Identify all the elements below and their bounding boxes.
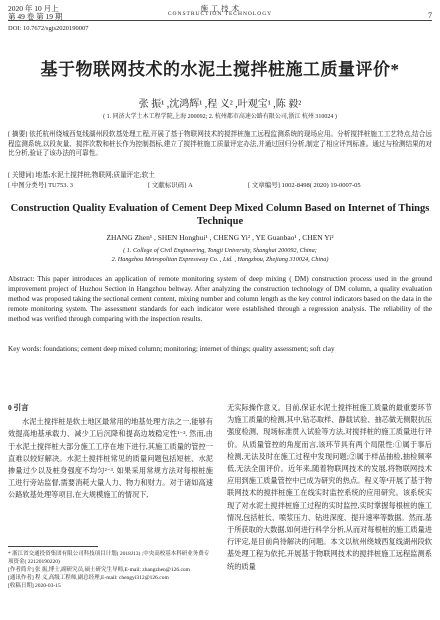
header-journal-cn: 施 工 技 术: [200, 4, 240, 13]
body-paragraph-left: 水泥土搅拌桩是软土地区最常用的地基处理方法之一,能够有效提高地基承载力、减少工后沉降和提高边坡稳定性¹⁻². 然而,由于水泥土搅拌桩大部分施工工序在地下进行,其施工质量的管控一直难以较好解决。水泥土搅拌桩常见的质量问题包括短桩、水泥掺量过少以及桩身强度不均匀²⁻³. 如果采用常规方法对每根桩施工进行旁站监督,需要消耗大量人力、物力和财力。对于诸如高速公路软基处理等项目,在大规模施工的情况下,: [8, 418, 213, 500]
abstract-cn: [ 摘要] 依托杭州绕城西复线湖州段软基处理工程,开展了基于物联网技术的搅拌桩施工远程监测系统的现场应用。分析搅拌桩施工工艺特点,结合远程监测系统,以段灰量、搅拌次数和桩长作为控制指标,建立了搅拌桩施工质量评定办法,并通过回归分析,制定了相应评判标准。通过与检测结果的对比分析,验证了该办法的可靠性。: [8, 131, 432, 157]
page-header: [8, 3, 432, 21]
footnote: * 浙江省交通投资集团有限公司科技项目计划( 2018J13) ;中央高校基本科研业务费专项资金( 22120190220) [作者简介] 张 振,博士,副研究员,硕士研究生导师,E-mail: zhangzhen@126.com [通讯作者] 程 义,高级工程师,副总经理,E-mail: chengyi312@126.com [收稿日期] 2020-03-15: [8, 551, 210, 589]
english-keywords: Key words: foundations; cement deep mixed column; monitoring; internet of things; quality assessment; soft clay: [8, 345, 335, 353]
body-column-right: [227, 402, 432, 573]
header-issue: 第 49 卷 第 19 期: [8, 12, 63, 21]
header-rule: [8, 20, 432, 21]
paper-title: 基于物联网技术的水泥土搅拌桩施工质量评价*: [40, 60, 400, 79]
english-affiliations: [8, 246, 432, 264]
section-heading-introduction: 0 引言: [8, 403, 29, 412]
keywords-cn: [ 关键词] 地基;水泥土搅拌桩;物联网;质量评定;软土: [8, 172, 155, 179]
english-authors: ZHANG Zhen¹ , SHEN Honghui¹ , CHENG Yi² , YE Guanbao¹ , CHEN Yi²: [106, 233, 334, 242]
english-affiliation-2: 2. Hangzhou Metropolitan Expressway Co. , Ltd. , Hangzhou, Zhejiang 310024, China): [111, 256, 329, 263]
footnote-rule: [8, 546, 98, 547]
document-code: [ 文献标识码] A: [148, 182, 193, 189]
author-list: 张 振¹ ,沈鸿辉¹ ,程 义² ,叶观宝¹ ,陈 毅²: [138, 99, 302, 110]
doi: DOI: 10.7672/sgjs2020190007: [8, 25, 89, 32]
english-title: Construction Quality Evaluation of Cement Deep Mixed Column Based on Internet of Things Technique: [10, 203, 430, 227]
page-number: 7: [428, 11, 432, 20]
clc-number: [ 中图分类号] TU753. 3: [8, 182, 73, 189]
article-number: [ 文章编号] 1002-8498( 2020) 19-0007-05: [248, 182, 361, 189]
body-column-left: [8, 402, 213, 502]
header-journal-en: CONSTRUCTION TECHNOLOGY: [167, 11, 273, 17]
english-abstract: Abstract: This paper introduces an application of remote monitoring system of deep mixing ( DM) construction process used in the ground improvement project of Huzhou Section in Hangzhou beltway. After analyzing the construction technology of DM column, a quality evaluation method was proposed taking the sectional cement content, mixing number and column length as the key control indicators based on the data in the remote monitoring system. The assessment standards for each indicator were established through a regression analysis. The reliability of the method was verified through comparing with the inspection results.: [8, 275, 432, 323]
header-date: 2020 年 10 月上: [8, 4, 59, 13]
body-paragraph-right: 无实际操作意义。目前,保证水泥土搅拌桩施工质量的最重要环节为施工质量的检测,其中,钻芯取样、静载试验、抽芯做无侧限抗压强度检测、现场标准贯入试验等方法,对搅拌桩的施工质量进行评价。从质量管控的角度而言,该环节具有两个局限性:①属于事后检测,无法及时在施工过程中发现问题;②属于样品抽检,抽检频率低,无法全面评价。近年来,随着物联网技术的发展,将物联网技术应用到施工质量管控中已成为研究的热点。程义等⁴开展了基于物联网技术的搅拌桩施工在线实时监控系统的应用研究。该系统实现了对水泥土搅拌桩施工过程的实时监控,实时掌握每根桩的施工情况,包括桩长、喷浆压力、钻进深度、提升速率等数据。然而,基于所获取的大数据,如何进行科学分析,从而对每根桩的施工质量进行评定,是目前尚待解决的问题。本文以杭州绕城西复线湖州段软基处理工程为依托,开展基于物联网技术的搅拌桩施工远程监测系统的质量: [227, 404, 432, 571]
affiliations: ( 1. 同济大学土木工程学院,上海 200092; 2. 杭州都市高速公路有限公司,浙江 杭州 310024 ): [103, 114, 337, 120]
english-affiliation-1: ( 1. College of Civil Engineering, Tongji University, Shanghai 200092, China;: [123, 247, 317, 254]
